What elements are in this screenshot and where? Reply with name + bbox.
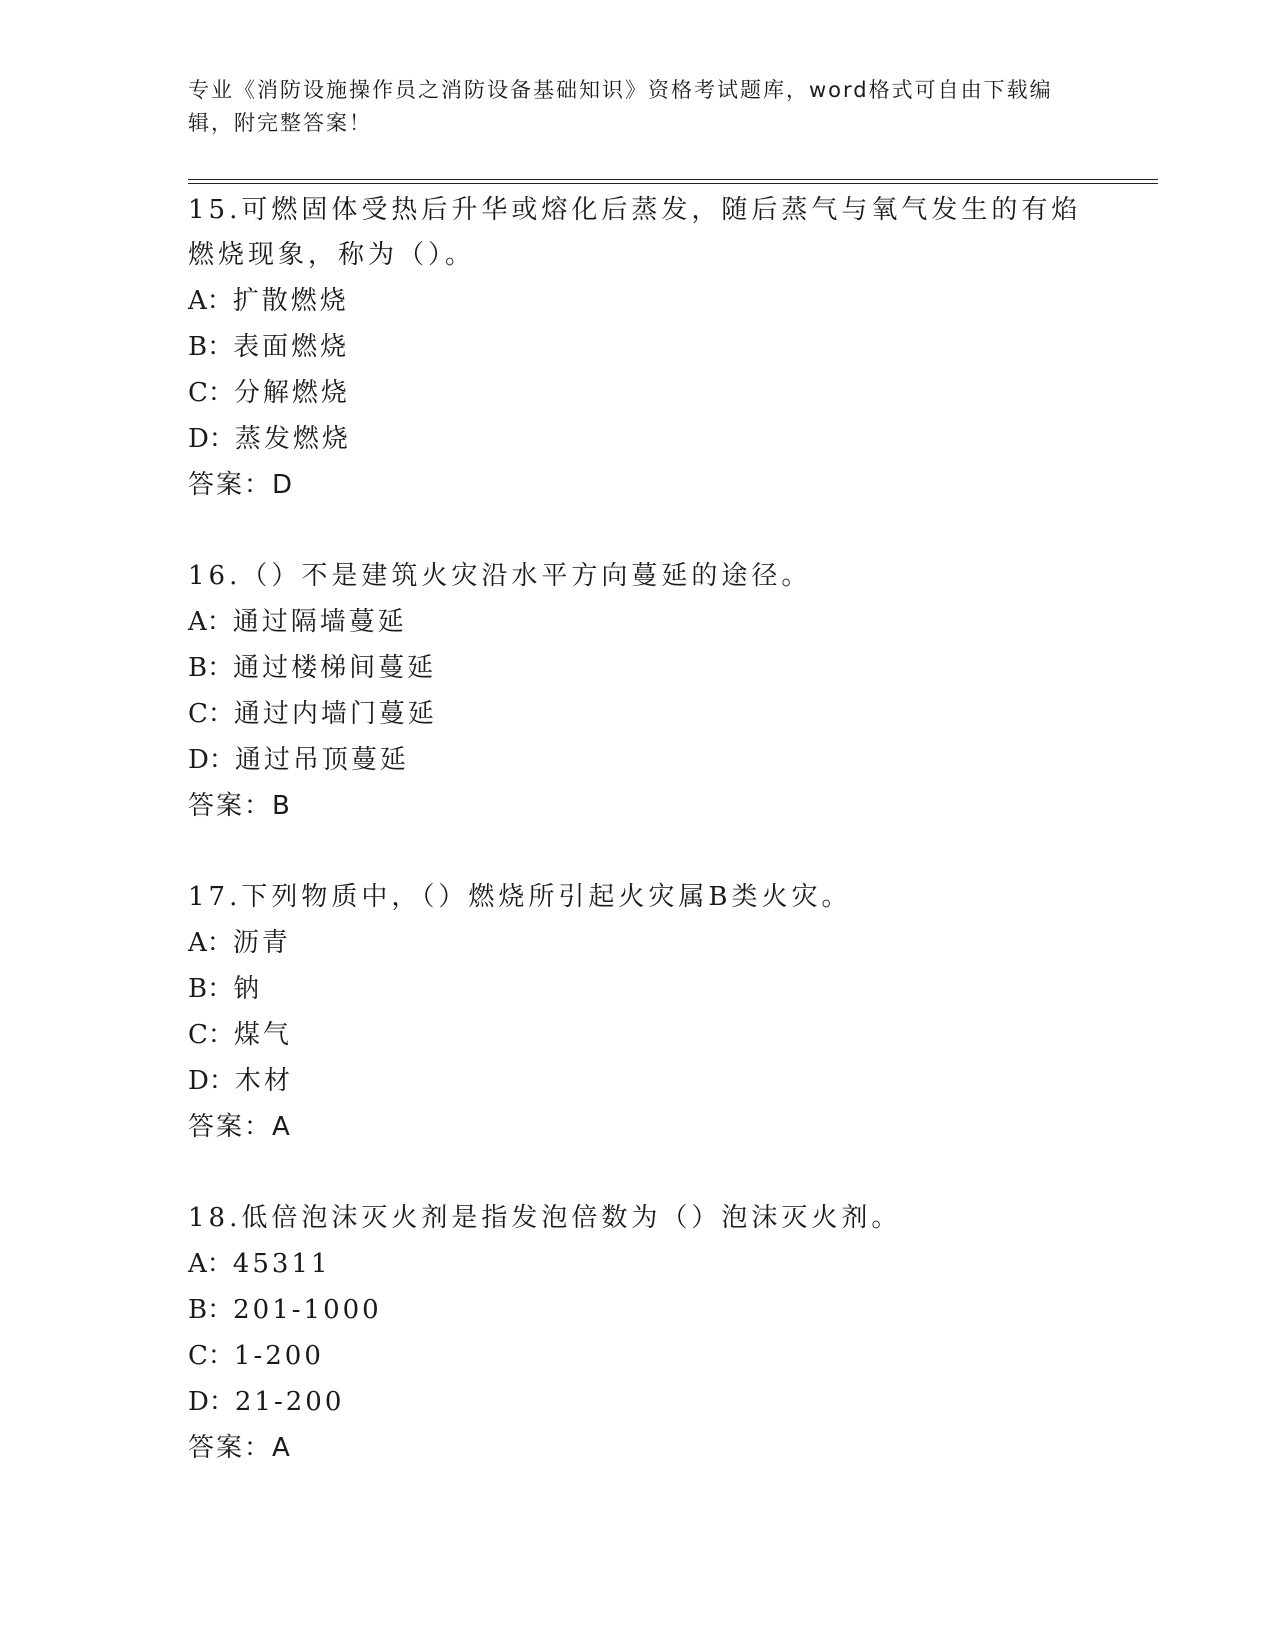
option-a bbox=[188, 599, 1088, 645]
option-text: 通过内墙门蔓延 bbox=[233, 699, 437, 729]
option-d bbox=[188, 416, 1088, 462]
question-17 bbox=[188, 875, 1088, 1150]
option-a bbox=[188, 920, 1088, 966]
option-label: A： bbox=[188, 928, 233, 958]
option-c bbox=[188, 1333, 1088, 1379]
option-label: A： bbox=[188, 1249, 233, 1279]
option-label: A： bbox=[188, 607, 233, 637]
option-label: C： bbox=[188, 1020, 234, 1050]
option-b bbox=[188, 966, 1088, 1012]
question-text: 15.可燃固体受热后升华或熔化后蒸发，随后蒸气与氧气发生的有焰燃烧现象，称为（）。 bbox=[188, 195, 1082, 270]
option-text: 煤气 bbox=[233, 1020, 292, 1050]
option-text: 蒸发燃烧 bbox=[234, 424, 351, 454]
option-label: B： bbox=[188, 1295, 234, 1325]
option-b bbox=[188, 1287, 1088, 1333]
option-c bbox=[188, 691, 1088, 737]
option-text: 沥青 bbox=[232, 928, 291, 958]
option-text: 45311 bbox=[232, 1249, 331, 1279]
answer-line: 答案：A bbox=[188, 1433, 292, 1463]
question-list bbox=[188, 188, 1088, 1471]
option-label: C： bbox=[188, 699, 234, 729]
question-16 bbox=[188, 554, 1088, 829]
header-divider-top bbox=[188, 179, 1158, 180]
option-c bbox=[188, 1012, 1088, 1058]
option-text: 通过隔墙蔓延 bbox=[232, 607, 407, 637]
answer-line: 答案：A bbox=[188, 1112, 292, 1142]
option-text: 表面燃烧 bbox=[233, 332, 350, 362]
question-text: 16.（）不是建筑火灾沿水平方向蔓延的途径。 bbox=[188, 561, 812, 591]
option-text: 通过吊顶蔓延 bbox=[234, 745, 409, 775]
option-c bbox=[188, 370, 1088, 416]
option-label: D： bbox=[188, 1066, 235, 1096]
header-divider-bottom bbox=[188, 183, 1158, 184]
option-label: D： bbox=[188, 1387, 235, 1417]
option-text: 木材 bbox=[234, 1066, 293, 1096]
question-18 bbox=[188, 1196, 1088, 1471]
option-label: C： bbox=[188, 1341, 234, 1371]
option-text: 21-200 bbox=[234, 1387, 345, 1417]
option-text: 扩散燃烧 bbox=[232, 286, 349, 316]
option-b bbox=[188, 324, 1088, 370]
option-b bbox=[188, 645, 1088, 691]
option-text: 通过楼梯间蔓延 bbox=[233, 653, 437, 683]
option-a bbox=[188, 278, 1088, 324]
option-text: 分解燃烧 bbox=[233, 378, 350, 408]
question-text: 18.低倍泡沫灭火剂是指发泡倍数为（）泡沫灭火剂。 bbox=[188, 1203, 902, 1233]
option-d bbox=[188, 1058, 1088, 1104]
option-label: D： bbox=[188, 424, 235, 454]
option-text: 1-200 bbox=[233, 1341, 324, 1371]
option-d bbox=[188, 737, 1088, 783]
question-15 bbox=[188, 188, 1088, 508]
option-text: 钠 bbox=[233, 974, 263, 1004]
option-label: B： bbox=[188, 653, 234, 683]
option-a bbox=[188, 1241, 1088, 1287]
option-label: B： bbox=[188, 332, 234, 362]
option-label: B： bbox=[188, 974, 234, 1004]
answer-line: 答案：B bbox=[188, 791, 292, 821]
page-header: 专业《消防设施操作员之消防设备基础知识》资格考试题库，word格式可自由下载编辑，附完整答案！ bbox=[188, 78, 1053, 135]
option-text: 201-1000 bbox=[233, 1295, 382, 1325]
option-label: A： bbox=[188, 286, 233, 316]
answer-line: 答案：D bbox=[188, 470, 295, 500]
question-text: 17.下列物质中，（）燃烧所引起火灾属B类火灾。 bbox=[188, 882, 852, 912]
option-label: D： bbox=[188, 745, 235, 775]
option-d bbox=[188, 1379, 1088, 1425]
option-label: C： bbox=[188, 378, 234, 408]
